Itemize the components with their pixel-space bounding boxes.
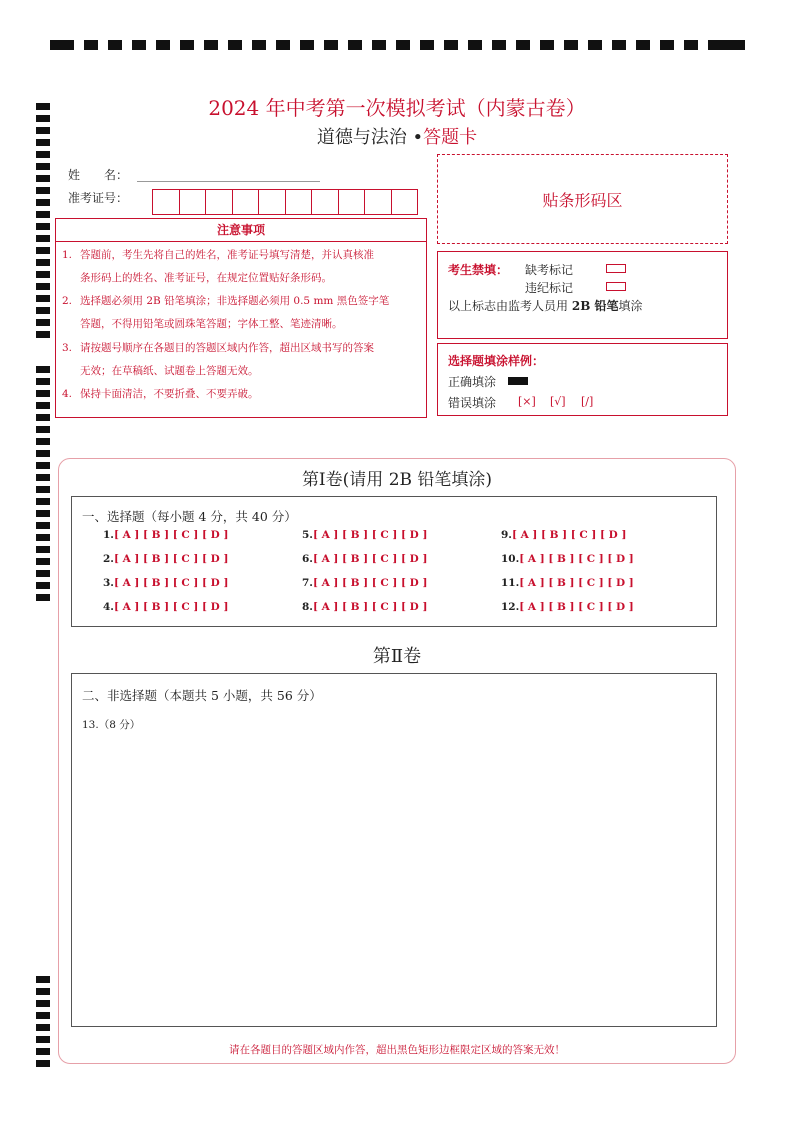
timing-mark	[36, 546, 50, 553]
timing-mark	[228, 40, 242, 50]
timing-mark	[36, 558, 50, 565]
part1-title: 第Ⅰ卷(请用 2B 铅笔填涂)	[301, 470, 493, 490]
answer-options[interactable]: [ A ] [ B ] [ C ] [ D ]	[113, 601, 229, 613]
wrong-fill-label: 错误填涂	[448, 396, 497, 410]
forbid-title: 考生禁填：	[448, 263, 509, 277]
question-number: 10.	[501, 553, 520, 565]
question-number: 4.	[103, 601, 114, 613]
mcq-question-4[interactable]	[103, 601, 228, 613]
mcq-question-10[interactable]	[501, 553, 634, 565]
essay-section-title: 二、非选择题（本题共 5 小题，共 56 分）	[82, 688, 322, 703]
timing-mark	[36, 426, 50, 433]
timing-mark	[36, 319, 50, 326]
timing-mark	[36, 271, 50, 278]
question-number: 3.	[103, 577, 114, 589]
absent-mark-box[interactable]	[606, 264, 626, 273]
timing-mark	[108, 40, 122, 50]
timing-marks-top	[50, 40, 745, 50]
timing-mark	[36, 450, 50, 457]
example-title: 选择题填涂样例：	[448, 354, 545, 368]
timing-mark	[396, 40, 410, 50]
timing-mark	[36, 498, 50, 505]
question-number: 12.	[501, 601, 520, 613]
timing-mark	[420, 40, 434, 50]
fill-example-box	[437, 343, 728, 416]
part2-title: 第Ⅱ卷	[372, 646, 422, 667]
timing-mark	[36, 235, 50, 242]
question-number: 9.	[501, 529, 512, 541]
forbid-note: 以上标志由监考人员用 2B 铅笔填涂	[448, 299, 643, 313]
answer-options[interactable]: [ A ] [ B ] [ C ] [ D ]	[312, 553, 428, 565]
answer-options[interactable]: [ A ] [ B ] [ C ] [ D ]	[519, 553, 634, 565]
question-number: 1.	[103, 529, 114, 541]
timing-mark	[36, 175, 50, 182]
timing-mark	[300, 40, 314, 50]
timing-mark	[36, 582, 50, 589]
timing-mark	[36, 283, 50, 290]
timing-mark	[444, 40, 458, 50]
barcode-area: 贴条形码区	[437, 154, 728, 244]
timing-mark	[36, 402, 50, 409]
timing-mark	[612, 40, 626, 50]
timing-mark	[84, 40, 98, 50]
notice-item-4: 4. 保持卡面清洁，不要折叠、不要弄破。	[62, 388, 259, 400]
absent-label: 缺考标记	[525, 263, 574, 277]
wrong-mark-3: [/]	[581, 395, 594, 408]
timing-mark	[36, 1060, 50, 1067]
timing-mark	[468, 40, 482, 50]
timing-mark	[36, 1000, 50, 1007]
answer-options[interactable]: [ A ] [ B ] [ C ] [ D ]	[312, 601, 428, 613]
timing-mark	[684, 40, 698, 50]
violation-label: 违纪标记	[525, 281, 574, 295]
notice-item-2: 2. 选择题必须用 2B 铅笔填涂；非选择题必须用 0.5 mm 黑色签字笔 答题，不得用铅笔或圆珠笔答题；字体工整、笔迹清晰。	[62, 295, 390, 330]
subject-name: 道德与法治 •	[316, 127, 424, 148]
timing-mark	[36, 187, 50, 194]
exam-subtitle	[0, 123, 794, 149]
timing-mark	[372, 40, 386, 50]
timing-mark	[36, 151, 50, 158]
question-number: 8.	[302, 601, 313, 613]
timing-mark	[36, 534, 50, 541]
timing-mark	[564, 40, 578, 50]
id-label: 准考证号：	[68, 191, 129, 205]
mcq-question-12[interactable]	[501, 601, 634, 613]
timing-mark	[721, 40, 745, 50]
timing-mark	[36, 163, 50, 170]
timing-mark	[36, 247, 50, 254]
violation-mark-box[interactable]	[606, 282, 626, 291]
timing-mark	[252, 40, 266, 50]
answer-options[interactable]: [ A ] [ B ] [ C ] [ D ]	[312, 529, 428, 541]
question-number: 11.	[501, 577, 520, 589]
timing-mark	[36, 414, 50, 421]
timing-mark	[588, 40, 602, 50]
timing-mark	[180, 40, 194, 50]
mcq-question-2[interactable]	[103, 553, 228, 565]
timing-mark	[36, 510, 50, 517]
timing-mark	[36, 259, 50, 266]
mcq-question-3[interactable]	[103, 577, 228, 589]
mcq-question-8[interactable]	[302, 601, 427, 613]
timing-mark	[36, 522, 50, 529]
exam-title: 2024 年中考第一次模拟考试（内蒙古卷）	[208, 96, 586, 120]
question-number: 6.	[302, 553, 313, 565]
timing-mark	[132, 40, 146, 50]
answer-options[interactable]: [ A ] [ B ] [ C ] [ D ]	[519, 577, 634, 589]
notice-title: 注意事项	[56, 219, 426, 242]
timing-mark	[36, 295, 50, 302]
timing-mark	[36, 976, 50, 983]
correct-fill-label: 正确填涂	[448, 375, 497, 389]
timing-mark	[36, 331, 50, 338]
question-13-label: 13.（8 分）	[82, 719, 141, 731]
notice-item-1: 1. 答题前，考生先将自己的姓名，准考证号填写清楚，并认真核准 条形码上的姓名、准考证号，在规定位置贴好条形码。	[62, 249, 374, 284]
mcq-question-1[interactable]	[103, 529, 228, 541]
question-number: 2.	[103, 553, 114, 565]
timing-mark	[324, 40, 338, 50]
timing-mark	[36, 988, 50, 995]
timing-mark	[492, 40, 506, 50]
timing-mark	[36, 570, 50, 577]
timing-mark	[348, 40, 362, 50]
answer-options[interactable]: [ A ] [ B ] [ C ] [ D ]	[312, 577, 428, 589]
timing-mark	[540, 40, 554, 50]
answer-options[interactable]: [ A ] [ B ] [ C ] [ D ]	[113, 553, 229, 565]
timing-mark	[36, 1012, 50, 1019]
notice-box	[55, 218, 427, 418]
timing-mark	[516, 40, 530, 50]
timing-mark	[36, 366, 50, 373]
wrong-mark-2: [√]	[550, 395, 566, 408]
mcq-question-7[interactable]	[302, 577, 427, 589]
timing-mark	[36, 390, 50, 397]
wrong-mark-1: [×]	[518, 395, 536, 408]
exam-id-boxes[interactable]	[152, 189, 418, 215]
notice-item-3: 3. 请按题号顺序在各题目的答题区域内作答，超出区域书写的答案 无效；在草稿纸、试题卷上答题无效。	[62, 342, 374, 377]
essay-answer-area[interactable]	[71, 673, 717, 1027]
timing-mark	[36, 378, 50, 385]
correct-fill-sample	[508, 377, 528, 385]
timing-mark	[204, 40, 218, 50]
answer-options[interactable]: [ A ] [ B ] [ C ] [ D ]	[113, 529, 229, 541]
answer-card-label: 答题卡	[423, 127, 478, 148]
timing-mark	[36, 199, 50, 206]
mcq-question-9[interactable]	[501, 529, 626, 541]
mcq-question-11[interactable]	[501, 577, 634, 589]
question-number: 5.	[302, 529, 313, 541]
answer-options[interactable]: [ A ] [ B ] [ C ] [ D ]	[519, 601, 634, 613]
examiner-only-box	[437, 251, 728, 339]
timing-mark	[36, 307, 50, 314]
mcq-question-5[interactable]	[302, 529, 427, 541]
timing-mark	[708, 40, 722, 50]
timing-mark	[36, 223, 50, 230]
footer-warning: 请在各题目的答题区域内作答，超出黑色矩形边框限定区域的答案无效！	[229, 1044, 565, 1056]
timing-mark	[156, 40, 170, 50]
timing-mark	[36, 1024, 50, 1031]
timing-mark	[36, 594, 50, 601]
answer-options[interactable]: [ A ] [ B ] [ C ] [ D ]	[113, 577, 229, 589]
timing-mark	[276, 40, 290, 50]
name-field[interactable]	[137, 180, 320, 182]
mcq-question-6[interactable]	[302, 553, 427, 565]
timing-mark	[50, 40, 74, 50]
timing-mark	[660, 40, 674, 50]
name-label: 姓 名：	[68, 168, 129, 182]
answer-options[interactable]: [ A ] [ B ] [ C ] [ D ]	[511, 529, 627, 541]
timing-mark	[36, 211, 50, 218]
mcq-section-title: 一、选择题（每小题 4 分，共 40 分）	[82, 509, 297, 524]
timing-mark	[36, 438, 50, 445]
question-number: 7.	[302, 577, 313, 589]
timing-mark	[636, 40, 650, 50]
